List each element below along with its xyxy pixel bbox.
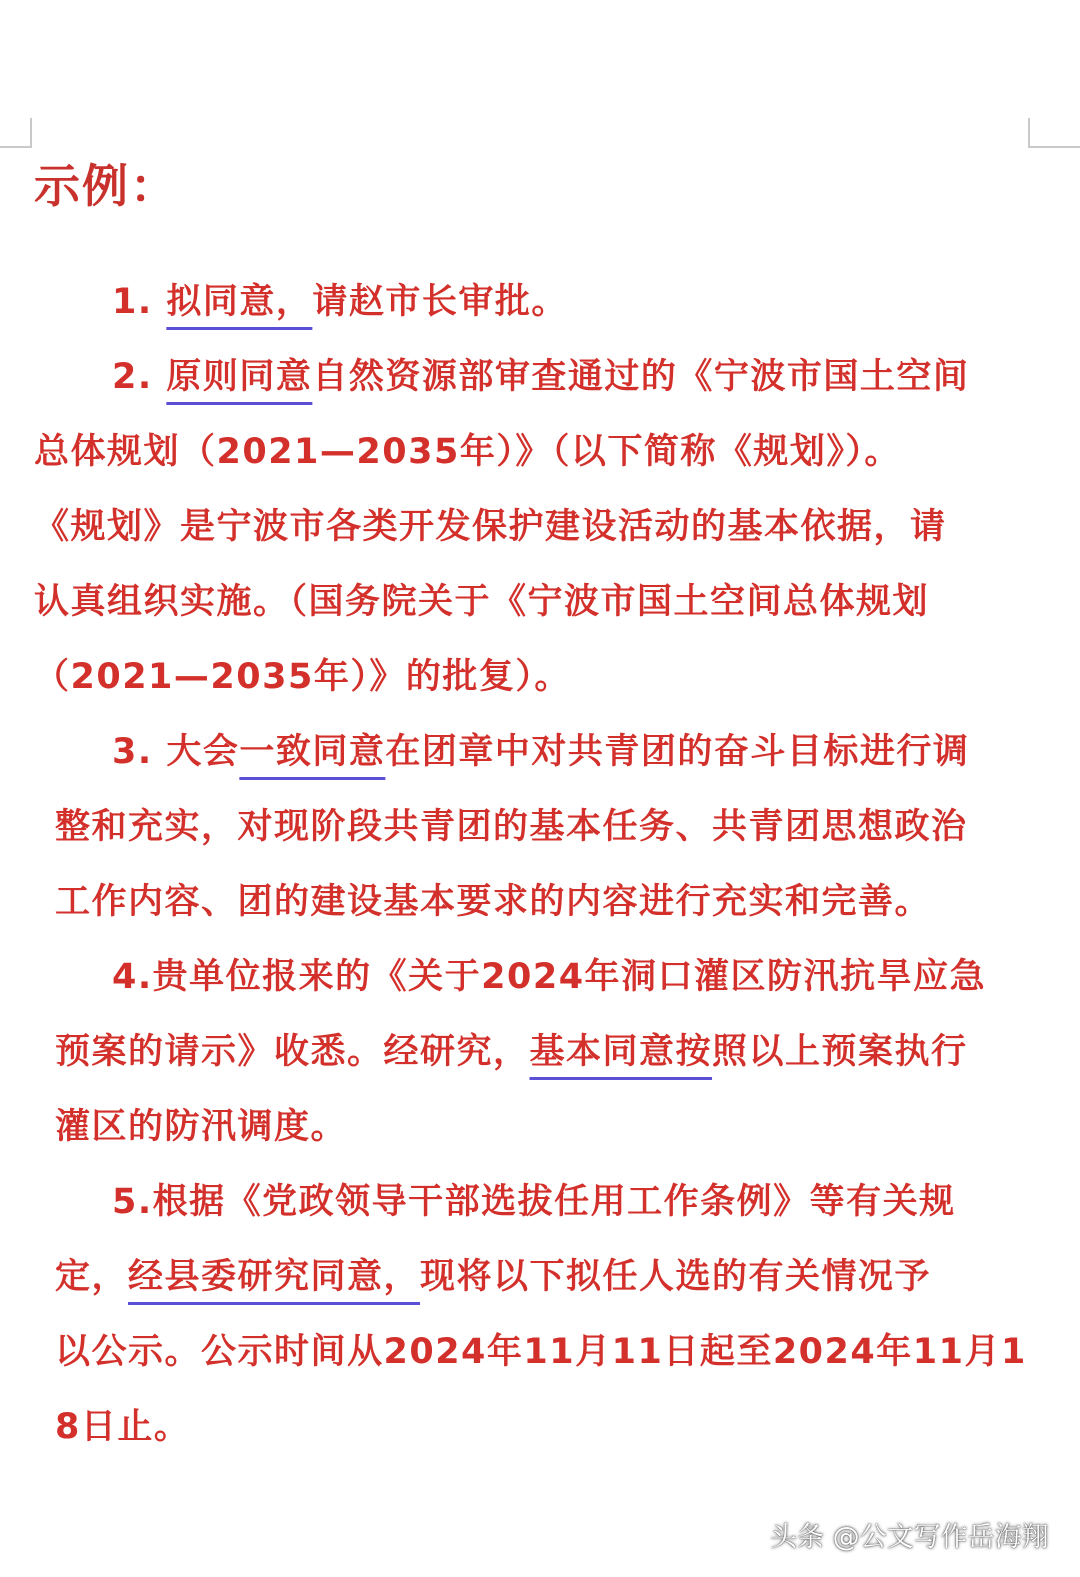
crop-mark-right xyxy=(1028,118,1030,148)
watermark: 头条 @公文写作岳海翔 xyxy=(770,1522,1049,1553)
item-5-line-1: 5.根据《党政领导干部选拔任用工作条例》等有关规 xyxy=(112,1182,956,1222)
example-item-5 xyxy=(55,1165,1027,1465)
underlined-phrase: 经县委研究同意， xyxy=(128,1257,421,1297)
item-5-line-3: 以公示。公示时间从2024年11月11日起至2024年11月1 xyxy=(55,1332,1027,1372)
underlined-phrase: 原则同意 xyxy=(166,357,313,397)
underlined-phrase: 拟同意， xyxy=(166,282,313,322)
page-title: 示例： xyxy=(34,159,178,213)
crop-mark-left xyxy=(30,118,32,148)
item-5-line-4: 8日止。 xyxy=(55,1407,191,1447)
item-5-line-2: 定，经县委研究同意，现将以下拟任人选的有关情况予 xyxy=(55,1257,932,1297)
item-4-line-2: 预案的请示》收悉。经研究，基本同意按照以上预案执行 xyxy=(55,1032,968,1072)
item-3-line-2: 整和充实，对现阶段共青团的基本任务、共青团思想政治 xyxy=(55,807,968,847)
example-item-1 xyxy=(112,265,568,340)
item-2-line-3: 《规划》是宁波市各类开发保护建设活动的基本依据，请 xyxy=(34,507,947,547)
item-4-line-3: 灌区的防汛调度。 xyxy=(55,1107,348,1147)
item-2-line-4: 认真组织实施。（国务院关于《宁波市国土空间总体规划 xyxy=(34,582,930,622)
example-item-3 xyxy=(55,715,969,940)
item-3-line-3: 工作内容、团的建设基本要求的内容进行充实和完善。 xyxy=(55,882,932,922)
item-4-line-1: 4.贵单位报来的《关于2024年洞口灌区防汛抗旱应急 xyxy=(112,957,987,997)
example-item-2 xyxy=(34,340,969,715)
item-2-line-1: 2. 原则同意自然资源部审查通过的《宁波市国土空间 xyxy=(112,357,970,397)
item-1-line-1: 1. 拟同意，请赵市长审批。 xyxy=(112,282,568,322)
crop-mark-left-h xyxy=(0,146,30,148)
item-2-line-2: 总体规划（2021—2035年）》（以下简称《规划》）。 xyxy=(34,432,901,472)
item-3-line-1: 3. 大会一致同意在团章中对共青团的奋斗目标进行调 xyxy=(112,732,970,772)
example-item-4 xyxy=(55,940,986,1165)
underlined-phrase: 一致同意 xyxy=(239,732,386,772)
crop-mark-right-h xyxy=(1030,146,1080,148)
item-2-line-5: （2021—2035年）》的批复）。 xyxy=(34,657,571,697)
underlined-phrase: 基本同意按 xyxy=(529,1032,713,1072)
